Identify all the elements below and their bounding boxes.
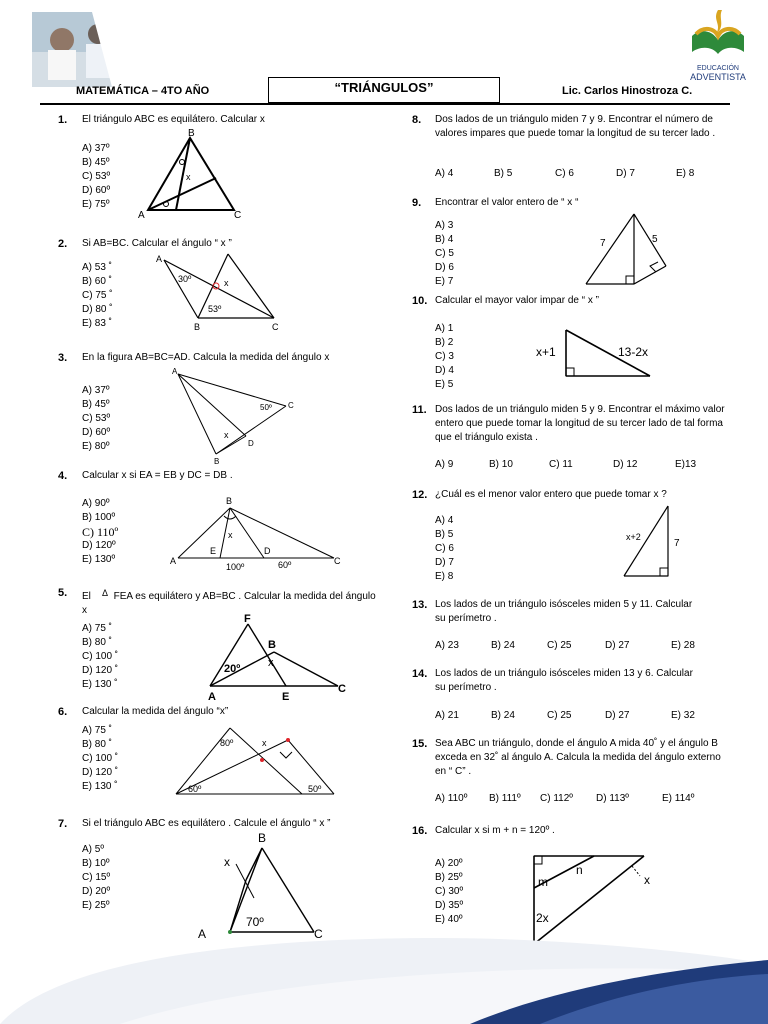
svg-text:x+1: x+1: [536, 345, 556, 359]
svg-text:E: E: [282, 691, 290, 702]
svg-text:C: C: [288, 401, 294, 410]
svg-text:C: C: [234, 210, 242, 220]
svg-text:13-2x: 13-2x: [618, 345, 649, 359]
q11-number: 11.: [412, 404, 427, 416]
q2-text: Si AB=BC. Calcular el ángulo “ x ”: [82, 238, 232, 249]
q16-text: Calcular x si m + n = 120º .: [435, 825, 555, 836]
svg-text:2x: 2x: [536, 911, 549, 925]
q7-options: A) 5º B) 10º C) 15º D) 20º E) 25º: [82, 844, 111, 911]
q3-options: A) 37º B) 45º C) 53º D) 60º E) 80º: [82, 385, 111, 452]
svg-text:x: x: [228, 530, 233, 540]
svg-text:x: x: [224, 430, 229, 440]
q15-text: Sea ABC un triángulo, donde el ángulo A mida 40˚ y el ángulo B exceda en 32˚ al ángulo A. Calcula la medida del ángulo externo en “ C” .: [435, 738, 721, 777]
svg-text:50º: 50º: [308, 784, 322, 794]
q16-number: 16.: [412, 825, 428, 837]
q8-options: A) 4 B) 5 C) 6 D) 7 E) 8: [435, 168, 695, 179]
q13-options: A) 23 B) 24 C) 25 D) 27 E) 28: [435, 640, 695, 651]
q6-options: A) 75 ˚ B) 80 ˚ C) 100 ˚ D) 120 ˚ E) 130 ˚: [82, 725, 119, 792]
q5-text: El Δ FEA es equilátero y AB=BC . Calcular la medida del ángulo x: [82, 588, 376, 616]
q2-options: A) 53 ˚ B) 60 ˚ C) 75 ˚ D) 80 ˚ E) 83 ˚: [82, 262, 113, 329]
q15-options: A) 110º B) 111º C) 112º D) 113º E) 114º: [435, 793, 695, 804]
q12-number: 12.: [412, 489, 428, 501]
q9-figure: [580, 208, 676, 288]
q7-text: Si el triángulo ABC es equilátero . Calcule el ángulo “ x ”: [82, 818, 331, 829]
subject-label: MATEMÁTICA – 4TO AÑO: [76, 85, 210, 97]
svg-text:A: A: [156, 254, 163, 264]
svg-text:B: B: [188, 128, 195, 139]
q13-number: 13.: [412, 599, 428, 611]
q3-figure: [168, 366, 302, 466]
header-divider: [40, 103, 730, 105]
svg-text:B: B: [268, 639, 276, 651]
svg-text:C: C: [338, 683, 346, 695]
svg-text:20º: 20º: [224, 663, 241, 675]
svg-text:50º: 50º: [260, 403, 272, 412]
q16-options: A) 20º B) 25º C) 30º D) 35º E) 40º: [435, 858, 464, 925]
svg-text:D: D: [264, 546, 271, 556]
q14-text: Los lados de un triángulo isósceles miden 13 y 6. Calcular su perímetro .: [435, 668, 693, 693]
q9-number: 9.: [412, 197, 422, 209]
svg-text:53º: 53º: [208, 304, 222, 314]
q8-number: 8.: [412, 114, 422, 126]
q1-options: A) 37º B) 45º C) 53º D) 60º E) 75º: [82, 143, 111, 210]
q1-text: El triángulo ABC es equilátero. Calcular x: [82, 114, 265, 125]
svg-text:60º: 60º: [278, 560, 292, 570]
svg-text:70º: 70º: [246, 915, 264, 929]
svg-text:7: 7: [674, 538, 680, 549]
svg-text:C: C: [272, 322, 279, 332]
svg-text:A: A: [208, 691, 216, 702]
q4-text: Calcular x si EA = EB y DC = DB .: [82, 470, 233, 481]
adventist-logo: [682, 6, 754, 86]
svg-text:7: 7: [600, 238, 606, 249]
svg-text:B: B: [226, 496, 233, 506]
svg-text:F: F: [244, 613, 251, 625]
school-photo: [32, 12, 150, 87]
q14-options: A) 21 B) 24 C) 25 D) 27 E) 32: [435, 710, 695, 721]
q4-options: A) 90º B) 100º C) 110º D) 120º E) 130º: [82, 498, 119, 565]
svg-text:B: B: [194, 322, 201, 332]
q12-figure: [620, 502, 686, 580]
svg-text:m: m: [538, 875, 548, 889]
q11-options: A) 9 B) 10 C) 11 D) 12 E)13: [435, 459, 697, 470]
svg-text:5: 5: [652, 234, 658, 245]
svg-text:A: A: [198, 927, 207, 940]
q12-text: ¿Cuál es el menor valor entero que puede tomar x ?: [435, 489, 667, 500]
q13-text: Los lados de un triángulo isósceles miden 5 y 11. Calcular su perímetro .: [435, 599, 693, 624]
q2-number: 2.: [58, 238, 68, 250]
q10-number: 10.: [412, 295, 428, 307]
svg-text:D: D: [248, 439, 254, 448]
svg-text:n: n: [576, 863, 583, 877]
q11-text: Dos lados de un triángulo miden 5 y 9. Encontrar el máximo valor entero que puede tomar la longitud de su tercer lado de tal forma que el triángulo exista .: [435, 404, 725, 443]
svg-text:x: x: [262, 738, 267, 748]
svg-text:30º: 30º: [178, 274, 192, 284]
q6-number: 6.: [58, 706, 68, 718]
q9-text: Encontrar el valor entero de “ x “: [435, 197, 579, 208]
svg-text:A: A: [170, 556, 177, 566]
q8-text: Dos lados de un triángulo miden 7 y 9. Encontrar el número de valores impares que puede tomar la longitud de su tercer lado .: [435, 114, 716, 139]
svg-text:x: x: [268, 657, 274, 669]
svg-text:ADVENTISTA: ADVENTISTA: [690, 72, 746, 82]
svg-text:A: A: [138, 210, 145, 220]
q14-number: 14.: [412, 668, 428, 680]
q12-options: A) 4 B) 5 C) 6 D) 7 E) 8: [435, 515, 454, 582]
footer-swoosh: [0, 868, 768, 1024]
svg-text:B: B: [258, 831, 267, 845]
q1-number: 1.: [58, 114, 68, 126]
q7-number: 7.: [58, 818, 68, 830]
q5-number: 5.: [58, 587, 68, 599]
q9-options: A) 3 B) 4 C) 5 D) 6 E) 7: [435, 220, 454, 287]
q4-number: 4.: [58, 470, 68, 482]
svg-text:x: x: [224, 278, 229, 288]
svg-text:100º: 100º: [226, 562, 245, 570]
q1-figure: [136, 128, 246, 220]
q3-text: En la figura AB=BC=AD. Calcula la medida del ángulo x: [82, 352, 330, 363]
svg-text:x: x: [186, 172, 191, 182]
q6-figure: [170, 724, 340, 800]
svg-text:C: C: [314, 927, 323, 940]
svg-text:A: A: [172, 367, 178, 376]
q6-text: Calcular la medida del ángulo “x”: [82, 706, 229, 717]
q3-number: 3.: [58, 352, 68, 364]
svg-text:EDUCACIÓN: EDUCACIÓN: [696, 65, 740, 72]
q5-figure: [198, 612, 354, 702]
q2-figure: [150, 250, 284, 334]
page-title: “TRIÁNGULOS”: [268, 77, 500, 103]
q10-figure: [534, 326, 670, 380]
svg-text:x: x: [224, 855, 230, 869]
teacher-name: Lic. Carlos Hinostroza C.: [562, 85, 693, 97]
svg-text:60º: 60º: [188, 784, 202, 794]
q10-options: A) 1 B) 2 C) 3 D) 4 E) 5: [435, 323, 454, 390]
svg-text:E: E: [210, 546, 217, 556]
q5-options: A) 75 ˚ B) 80 ˚ C) 100 ˚ D) 120 ˚ E) 130 ˚: [82, 623, 119, 690]
q10-text: Calcular el mayor valor impar de “ x ”: [435, 295, 599, 306]
svg-text:C: C: [334, 556, 341, 566]
svg-text:B: B: [214, 457, 220, 466]
svg-text:80º: 80º: [220, 738, 234, 748]
svg-text:x+2: x+2: [626, 532, 641, 542]
q4-figure: [168, 494, 344, 570]
svg-text:x: x: [644, 873, 650, 887]
q15-number: 15.: [412, 738, 428, 750]
